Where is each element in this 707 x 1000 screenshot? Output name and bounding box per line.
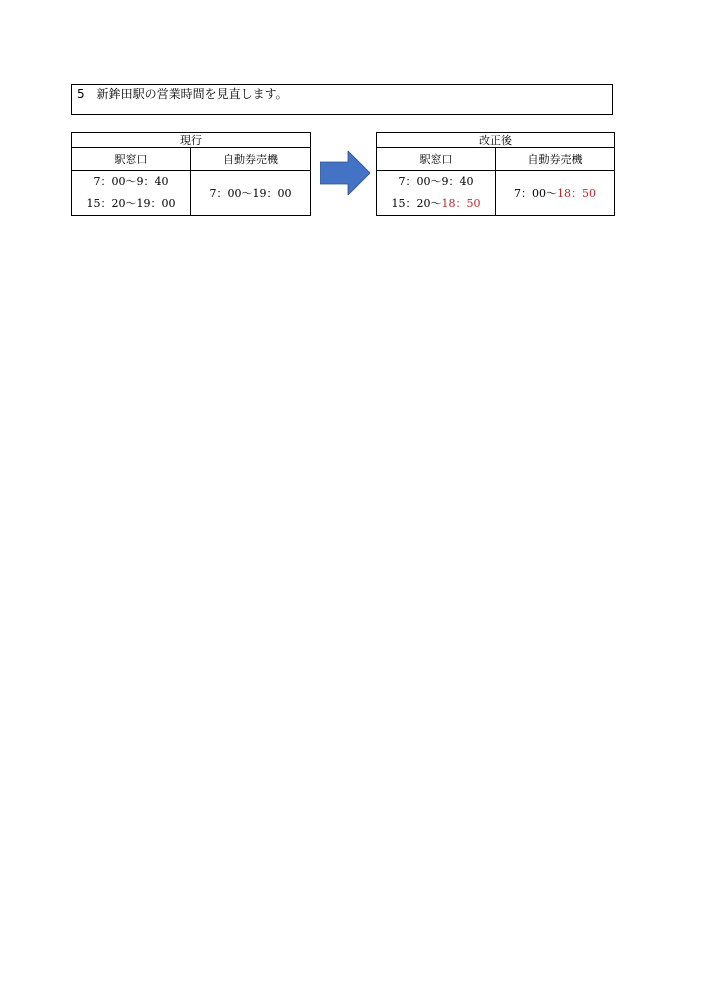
revised-window-afternoon <box>377 193 495 215</box>
revised-table-title: 改正後 <box>377 133 615 148</box>
revised-hours-table <box>376 132 615 216</box>
right-arrow-icon <box>320 151 370 195</box>
revised-window-morning: 7：00～9：40 <box>398 175 474 188</box>
revised-machine-hours <box>496 171 615 216</box>
current-hours-table <box>71 132 311 216</box>
current-window-hours <box>72 171 191 216</box>
revised-window-hours <box>377 171 496 216</box>
current-machine-hours <box>191 171 311 216</box>
section-number: 5 <box>77 87 85 101</box>
current-window-morning: 7：00～9：40 <box>93 175 169 188</box>
current-table-title: 現行 <box>72 133 311 148</box>
revised-machine-start: 7：00～ <box>514 187 557 200</box>
section-heading <box>71 84 613 115</box>
revised-window-header: 駅窓口 <box>377 148 496 171</box>
current-machine-header: 自動券売機 <box>191 148 311 171</box>
current-window-header: 駅窓口 <box>72 148 191 171</box>
revised-window-afternoon-end: 18：50 <box>441 197 481 210</box>
revised-machine-time <box>514 187 596 200</box>
revised-window-afternoon-start: 15：20～ <box>391 197 442 210</box>
current-window-afternoon: 15：20～19：00 <box>86 197 176 210</box>
revised-machine-end: 18：50 <box>557 187 596 200</box>
current-machine-time: 7：00～19：00 <box>209 187 292 200</box>
section-title: 新鉾田駅の営業時間を見直します。 <box>96 87 288 101</box>
revised-machine-header: 自動券売機 <box>496 148 615 171</box>
